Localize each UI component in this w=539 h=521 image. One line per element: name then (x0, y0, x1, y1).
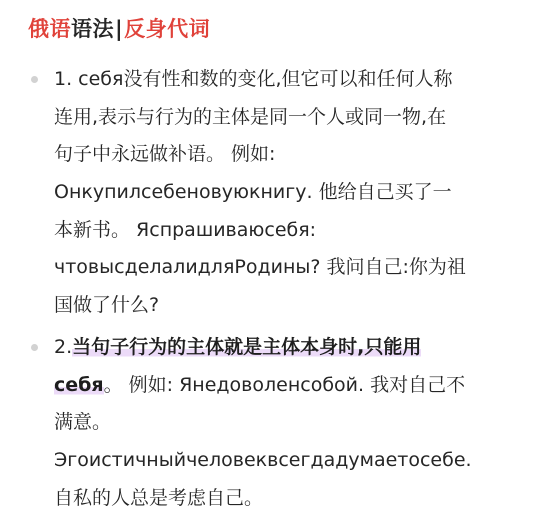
title-part-grammar: 语法 (71, 17, 114, 41)
item1-line-5: 本新书。 Яспрашиваюсебя: (54, 218, 317, 241)
item2-line-2 (54, 367, 532, 405)
bullet-dot-2 (31, 344, 38, 351)
item1-line-1: 1. себя没有性和数的变化,但它可以和任何人称 (54, 68, 453, 90)
item2-line-5: 自私的人总是考虑自己。 (54, 486, 264, 509)
title-separator: | (115, 17, 124, 41)
page-title (28, 13, 210, 47)
item2-line-1 (54, 329, 532, 367)
title-part-reflexive-pronoun: 反身代词 (124, 17, 211, 41)
item2-example-text: 。 例如: Янедоволенсобой. 我对自己不 (103, 373, 466, 396)
title-part-russian: 俄语 (28, 17, 71, 41)
bullet-dot-1 (31, 76, 38, 83)
item2-line-4: Эгоистичныйчеловеквсегдадумаетосебе. (54, 449, 472, 472)
item1-line-4: Онкупилсебеновуюкнигу. 他给自己买了一 (54, 181, 452, 204)
item2-highlight-sebya: себя (54, 373, 104, 396)
item1-line-7: 国做了什么? (54, 294, 160, 317)
item2-prefix: 2. (54, 336, 73, 358)
item2-line-3: 满意。 (54, 411, 112, 434)
item2-highlight-rule: 当句子行为的主体就是主体本身时,只能用 (72, 336, 422, 358)
list-item-1 (54, 61, 532, 325)
item1-line-2: 连用,表示与行为的主体是同一个人或同一物,在 (54, 105, 447, 128)
item1-line-3: 句子中永远做补语。 例如: (54, 143, 276, 166)
list-item-2 (54, 329, 532, 517)
item1-line-6: чтовысделалидляРодины? 我问自己:你为祖 (54, 256, 466, 279)
